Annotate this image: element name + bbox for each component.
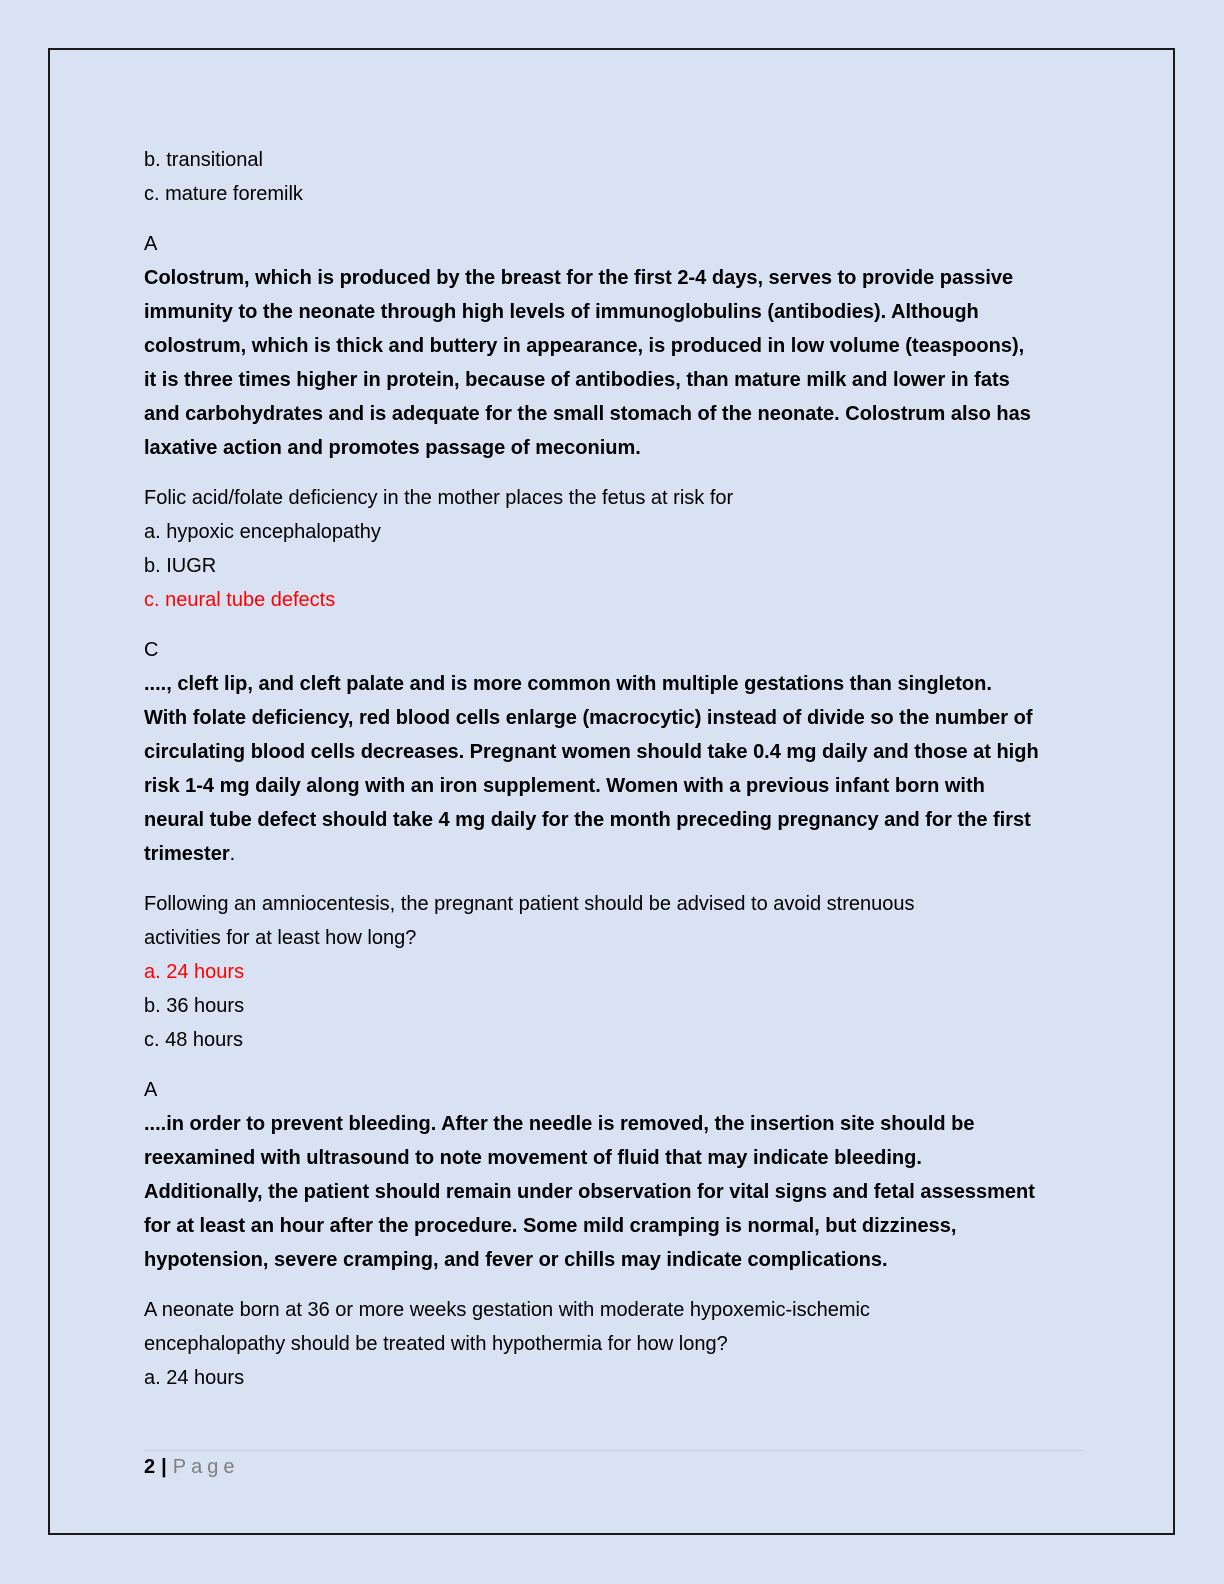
rationale-line: ...., cleft lip, and cleft palate and is more common with multiple gestations than singleton. (144, 673, 992, 695)
rationale-line: Additionally, the patient should remain under observation for vital signs and fetal assessment (144, 1181, 1035, 1203)
rationale-line: immunity to the neonate through high levels of immunoglobulins (antibodies). Although (144, 301, 979, 323)
rationale-line: With folate deficiency, red blood cells enlarge (macrocytic) instead of divide so the number of (144, 707, 1033, 729)
rationale-line: ....in order to prevent bleeding. After the needle is removed, the insertion site should be (144, 1113, 975, 1135)
option-b: b. transitional (144, 149, 263, 171)
rationale-line: hypotension, severe cramping, and fever or chills may indicate complications. (144, 1249, 888, 1271)
option-a-correct: a. 24 hours (144, 961, 245, 983)
rationale-line: it is three times higher in protein, because of antibodies, than mature milk and lower in fats (144, 369, 1010, 391)
document-body (144, 143, 1079, 1395)
option-c-correct: c. neural tube defects (144, 589, 336, 611)
page-footer (144, 1452, 239, 1482)
question-stem: Folic acid/folate deficiency in the mother places the fetus at risk for (144, 487, 734, 509)
footer-divider (144, 1450, 1084, 1451)
rationale-line: and carbohydrates and is adequate for the small stomach of the neonate. Colostrum also has (144, 403, 1031, 425)
question-stem: Following an amniocentesis, the pregnant patient should be advised to avoid strenuous (144, 893, 915, 915)
option-a: a. 24 hours (144, 1367, 245, 1389)
rationale-line: neural tube defect should take 4 mg daily for the month preceding pregnancy and for the first (144, 809, 1031, 831)
rationale-line: colostrum, which is thick and buttery in appearance, is produced in low volume (teaspoons), (144, 335, 1025, 357)
option-c: c. 48 hours (144, 1029, 243, 1051)
rationale-line: for at least an hour after the procedure. Some mild cramping is normal, but dizziness, (144, 1215, 957, 1237)
question-stem: activities for at least how long? (144, 927, 417, 949)
rationale-line: circulating blood cells decreases. Pregnant women should take 0.4 mg daily and those at high (144, 741, 1039, 763)
rationale-period: . (229, 843, 236, 865)
rationale-line: Colostrum, which is produced by the breast for the first 2-4 days, serves to provide passive (144, 267, 1014, 289)
answer-letter: A (144, 1079, 158, 1101)
answer-letter: C (144, 639, 159, 661)
rationale-line: reexamined with ultrasound to note movement of fluid that may indicate bleeding. (144, 1147, 922, 1169)
page-number: 2 (144, 1456, 156, 1478)
answer-letter: A (144, 233, 158, 255)
page-label: Page (172, 1456, 240, 1478)
option-a: a. hypoxic encephalopathy (144, 521, 381, 543)
rationale-bold-word: trimester (144, 843, 230, 865)
option-b: b. IUGR (144, 555, 217, 577)
option-b: b. 36 hours (144, 995, 245, 1017)
question-stem: encephalopathy should be treated with hypothermia for how long? (144, 1333, 728, 1355)
option-c: c. mature foremilk (144, 183, 303, 205)
footer-separator: | (161, 1456, 167, 1478)
rationale-line: risk 1-4 mg daily along with an iron supplement. Women with a previous infant born with (144, 775, 985, 797)
rationale-line-last (144, 837, 1079, 871)
rationale-line: laxative action and promotes passage of meconium. (144, 437, 641, 459)
question-stem: A neonate born at 36 or more weeks gestation with moderate hypoxemic-ischemic (144, 1299, 870, 1321)
